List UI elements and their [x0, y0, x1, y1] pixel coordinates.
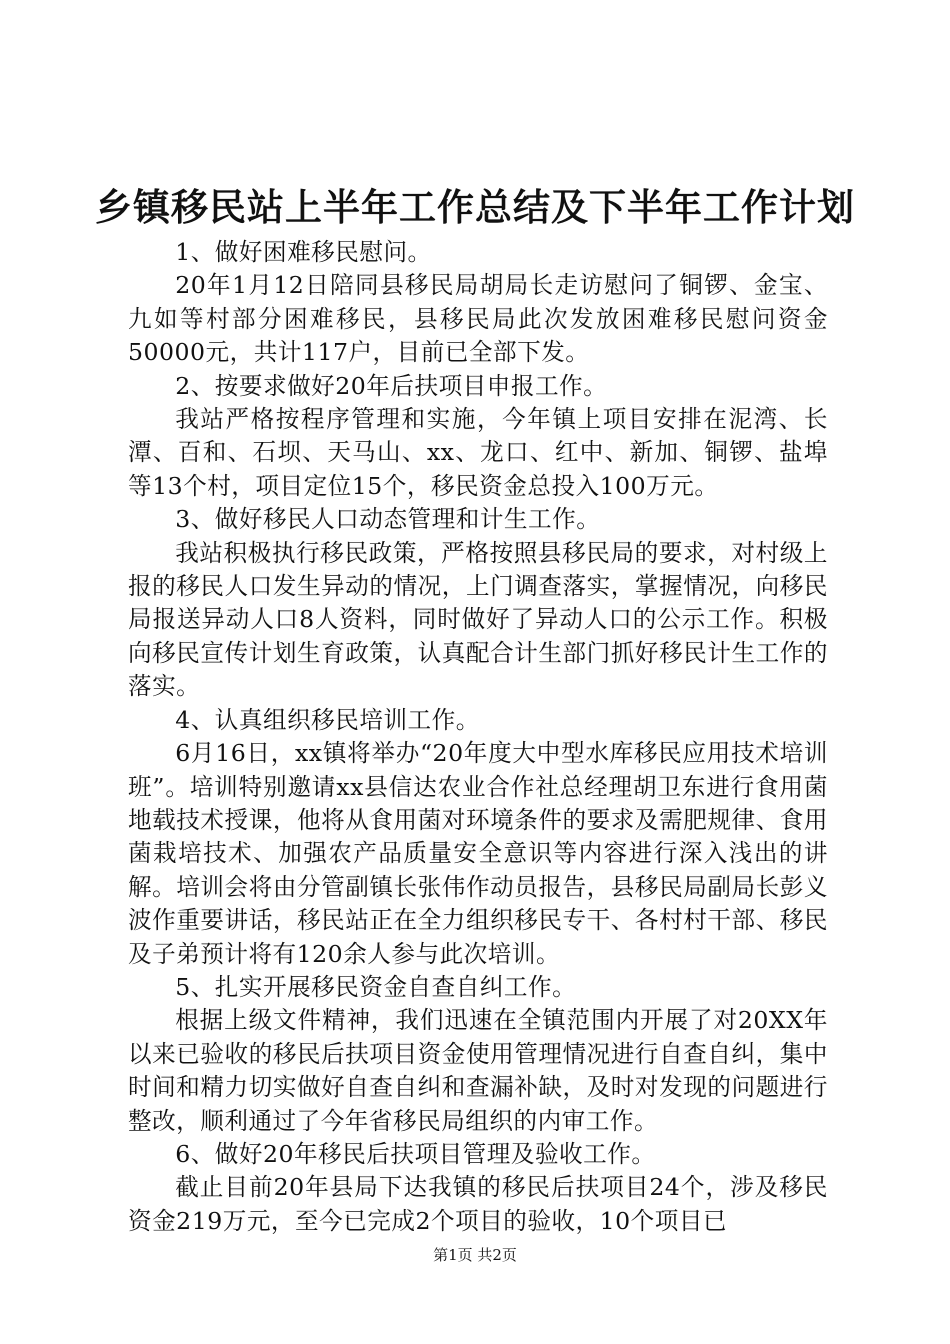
section-body-2: 我站严格按程序管理和实施，今年镇上项目安排在泥湾、长潭、百和、石坝、天马山、xx、龙口、红中、新加、铜锣、盐埠等13个村，项目定位15个，移民资金总投入100万元。	[128, 405, 828, 500]
section-heading-3: 3、做好移民人口动态管理和计生工作。	[175, 505, 601, 534]
section-body-6: 截止目前20年县局下达我镇的移民后扶项目24个，涉及移民资金219万元，至今已完成2个项目的验收，10个项目已	[128, 1173, 828, 1235]
section-heading-6: 6、做好20年移民后扶项目管理及验收工作。	[175, 1139, 656, 1168]
document-title: 乡镇移民站上半年工作总结及下半年工作计划	[95, 186, 855, 229]
page-footer: 第1页 共2页	[433, 1246, 517, 1264]
section-body-5: 根据上级文件精神，我们迅速在全镇范围内开展了对20XX年以来已验收的移民后扶项目资金使用管理情况进行自查自纠，集中时间和精力切实做好自查自纠和查漏补缺，及时对发现的问题进行整改，顺利通过了今年省移民局组织的内审工作。	[128, 1006, 828, 1135]
section-body-3: 我站积极执行移民政策，严格按照县移民局的要求，对村级上报的移民人口发生异动的情况，上门调查落实，掌握情况，向移民局报送异动人口8人资料，同时做好了异动人口的公示工作。积极向移民宣传计划生育政策，认真配合计生部门抓好移民计生工作的落实。	[128, 538, 828, 701]
section-heading-2: 2、按要求做好20年后扶项目申报工作。	[175, 371, 608, 400]
section-heading-4: 4、认真组织移民培训工作。	[175, 705, 480, 734]
section-heading-1: 1、做好困难移民慰问。	[175, 238, 432, 266]
document-body	[128, 236, 828, 1238]
section-body-4: 6月16日，xx镇将举办“20年度大中型水库移民应用技术培训班”。培训特别邀请xx县信达农业合作社总经理胡卫东进行食用菌地载技术授课，他将从食用菌对环境条件的要求及需肥规律、食用菌栽培技术、加强农产品质量安全意识等内容进行深入浅出的讲解。培训会将由分管副镇长张伟作动员报告，县移民局副局长彭义波作重要讲话，移民站正在全力组织移民专干、各村村干部、移民及子弟预计将有120余人参与此次培训。	[128, 739, 828, 968]
section-body-1: 20年1月12日陪同县移民局胡局长走访慰问了铜锣、金宝、九如等村部分困难移民，县移民局此次发放困难移民慰问资金50000元，共计117户，目前已全部下发。	[128, 271, 828, 367]
section-heading-5: 5、扎实开展移民资金自查自纠工作。	[175, 972, 577, 1001]
